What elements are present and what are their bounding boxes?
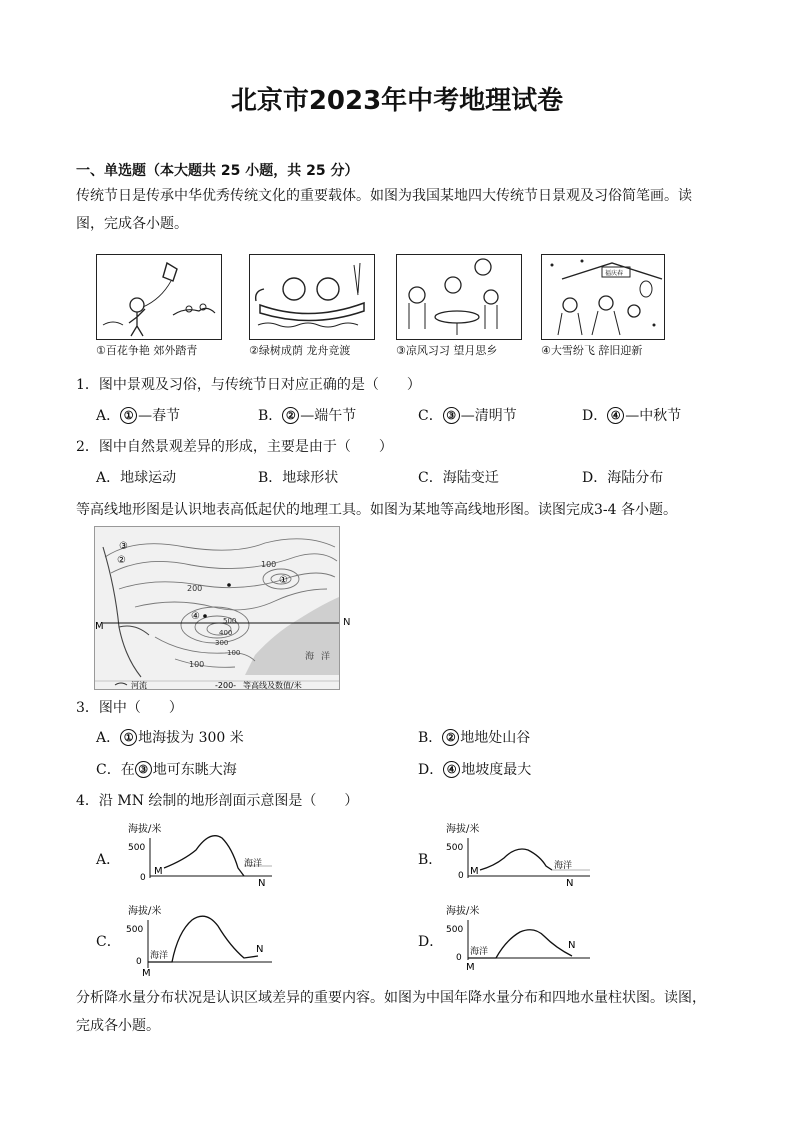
profile-c[interactable]	[126, 902, 276, 978]
q4-option-d-letter[interactable]: D．	[418, 934, 444, 950]
marker-1: ①	[279, 575, 288, 586]
option-letter: D．	[582, 470, 608, 486]
profile-tick-0: 0	[456, 953, 462, 963]
profile-tick-0: 0	[136, 957, 142, 967]
intro-line: 分析降水量分布状况是认识区域差异的重要内容。如图为中国年降水量分布和四地水量柱状图。读图，	[76, 990, 706, 1006]
profile-n: N	[258, 878, 266, 889]
festival-illustrations	[96, 254, 686, 360]
option-text: —中秋节	[625, 408, 682, 424]
profile-m: M	[470, 866, 479, 877]
option-letter: A．	[96, 730, 121, 746]
question-3-stem: 3．图中（ ）	[76, 700, 183, 716]
circled-number: ①	[120, 407, 137, 424]
q2-option-a[interactable]	[96, 467, 176, 487]
question-2-stem: 2．图中自然景观差异的形成，主要是由于（ ）	[76, 439, 393, 455]
profile-n: N	[256, 944, 264, 955]
circled-number: ④	[443, 761, 460, 778]
intro-line: 图，完成各小题。	[76, 216, 188, 232]
profile-sea: 海洋	[554, 861, 573, 871]
contour-label-100-b: 100	[227, 649, 241, 657]
moon-festival-scene-image	[397, 255, 521, 339]
festival-caption-1: ①百花争艳 郊外踏青	[96, 344, 198, 357]
q1-option-b[interactable]	[258, 405, 356, 425]
contour-map-image	[95, 527, 339, 689]
profile-sea: 海洋	[150, 951, 169, 961]
option-text: —端午节	[300, 408, 357, 424]
q4-option-b-letter[interactable]: B．	[418, 852, 443, 868]
q3-option-b[interactable]	[418, 727, 530, 747]
spring-scene-image	[97, 255, 221, 339]
q2-option-c[interactable]	[418, 467, 499, 487]
festival-panel-2	[249, 254, 375, 340]
festival-caption-3: ③凉风习习 望月思乡	[396, 344, 498, 357]
sea-label-2: 洋	[321, 652, 331, 662]
circled-number: ④	[607, 407, 624, 424]
option-text: 地球运动	[120, 470, 177, 486]
circled-number: ②	[442, 729, 459, 746]
festival-panel-3	[396, 254, 522, 340]
q2-option-d[interactable]	[582, 467, 663, 487]
q1-option-d[interactable]	[582, 405, 681, 425]
option-letter: B．	[418, 730, 443, 746]
option-text: —春节	[138, 408, 181, 424]
intro-line: 传统节日是传承中华优秀传统文化的重要载体。如图为我国某地四大传统节日景观及习俗简笔画。读	[76, 188, 692, 204]
legend-contour: 等高线及数值/米	[243, 681, 302, 689]
circled-number: ③	[443, 407, 460, 424]
label-n-text: N	[343, 617, 351, 628]
contour-label-400: 400	[219, 629, 233, 637]
festival-caption-2: ②绿树成荫 龙舟竞渡	[249, 344, 351, 357]
option-text: 海陆变迁	[442, 470, 499, 486]
profile-n: N	[566, 878, 574, 889]
q4-option-c-letter[interactable]: C．	[96, 934, 121, 950]
option-letter: B．	[258, 408, 283, 424]
q3-option-c[interactable]	[96, 759, 237, 779]
contour-label-300: 300	[215, 639, 229, 647]
question-1-stem: 1．图中景观及习俗，与传统节日对应正确的是（ ）	[76, 377, 421, 393]
profile-tick-500: 500	[446, 925, 464, 935]
contour-label-200: 200	[187, 584, 203, 593]
marker-4: ④	[191, 611, 200, 622]
option-letter: B．	[258, 470, 283, 486]
q2-option-b[interactable]	[258, 467, 338, 487]
profile-m: M	[154, 866, 163, 877]
profile-m: M	[142, 968, 151, 978]
option-letter: D．	[582, 408, 608, 424]
contour-label-500: 500	[223, 617, 237, 625]
option-letter: C．	[418, 408, 443, 424]
spring-festival-scene-image	[542, 255, 664, 339]
marker-3: ③	[119, 541, 128, 552]
q4-option-a-letter[interactable]: A．	[96, 852, 121, 868]
page-title: 北京市2023年中考地理试卷	[230, 86, 564, 116]
profile-sea: 海洋	[470, 947, 489, 957]
profile-axis-label: 海拔/米	[446, 906, 480, 917]
q1-option-a[interactable]	[96, 405, 180, 425]
option-letter: A．	[96, 470, 121, 486]
profile-sea: 海洋	[244, 859, 263, 869]
label-m: M	[95, 621, 104, 632]
marker-2: ②	[117, 555, 126, 566]
profile-tick-0: 0	[140, 873, 146, 883]
contour-label-100-c: 100	[189, 660, 205, 669]
intro-paragraph-1	[76, 182, 736, 238]
option-text: 地球形状	[282, 470, 339, 486]
circled-number: ①	[120, 729, 137, 746]
profile-b[interactable]	[444, 820, 594, 890]
q3-option-a[interactable]	[96, 727, 244, 747]
legend-contour-sample: -200-	[215, 681, 237, 689]
option-letter: D．	[418, 762, 444, 778]
option-letter: C．	[418, 470, 443, 486]
festival-panel-1	[96, 254, 222, 340]
dragon-boat-scene-image	[250, 255, 374, 339]
profile-axis-label: 海拔/米	[128, 906, 162, 917]
q1-option-c[interactable]	[418, 405, 517, 425]
question-4-stem: 4．沿 MN 绘制的地形剖面示意图是（ ）	[76, 793, 359, 809]
profile-a[interactable]	[126, 820, 276, 890]
legend-river: 河流	[131, 681, 147, 689]
profile-d[interactable]	[444, 902, 594, 978]
profile-tick-500: 500	[128, 843, 146, 853]
q3-option-d[interactable]	[418, 759, 531, 779]
intro-paragraph-2: 等高线地形图是认识地表高低起伏的地理工具。如图为某地等高线地形图。读图完成3-4 各小题。	[76, 502, 677, 518]
contour-label-100: 100	[261, 560, 277, 569]
profile-m: M	[466, 962, 475, 973]
festival-panel-4	[541, 254, 665, 340]
contour-map	[94, 526, 351, 690]
option-text: 地地处山谷	[460, 730, 531, 746]
option-text: 地海拔为 300 米	[138, 730, 244, 746]
profile-axis-label: 海拔/米	[446, 824, 480, 835]
option-text: —清明节	[460, 408, 517, 424]
intro-line: 完成各小题。	[76, 1018, 160, 1034]
profile-tick-500: 500	[446, 843, 464, 853]
festival-caption-4: ④大雪纷飞 辞旧迎新	[541, 344, 643, 357]
option-text: 地坡度最大	[461, 762, 532, 778]
option-text: 地可东眺大海	[152, 762, 237, 778]
option-letter: C．	[96, 762, 121, 778]
option-text: 海陆分布	[607, 470, 664, 486]
option-letter: A．	[96, 408, 121, 424]
option-prefix: 在	[120, 762, 135, 778]
circled-number: ②	[282, 407, 299, 424]
signboard-text: 福庆春	[605, 270, 624, 277]
profile-n: N	[568, 940, 576, 951]
profile-tick-500: 500	[126, 925, 144, 935]
intro-paragraph-3	[76, 984, 756, 1040]
circled-number: ③	[135, 761, 152, 778]
profile-axis-label: 海拔/米	[128, 824, 162, 835]
section-heading: 一、单选题（本大题共 25 小题，共 25 分）	[76, 163, 359, 179]
sea-label: 海	[305, 652, 315, 662]
profile-tick-0: 0	[458, 871, 464, 881]
